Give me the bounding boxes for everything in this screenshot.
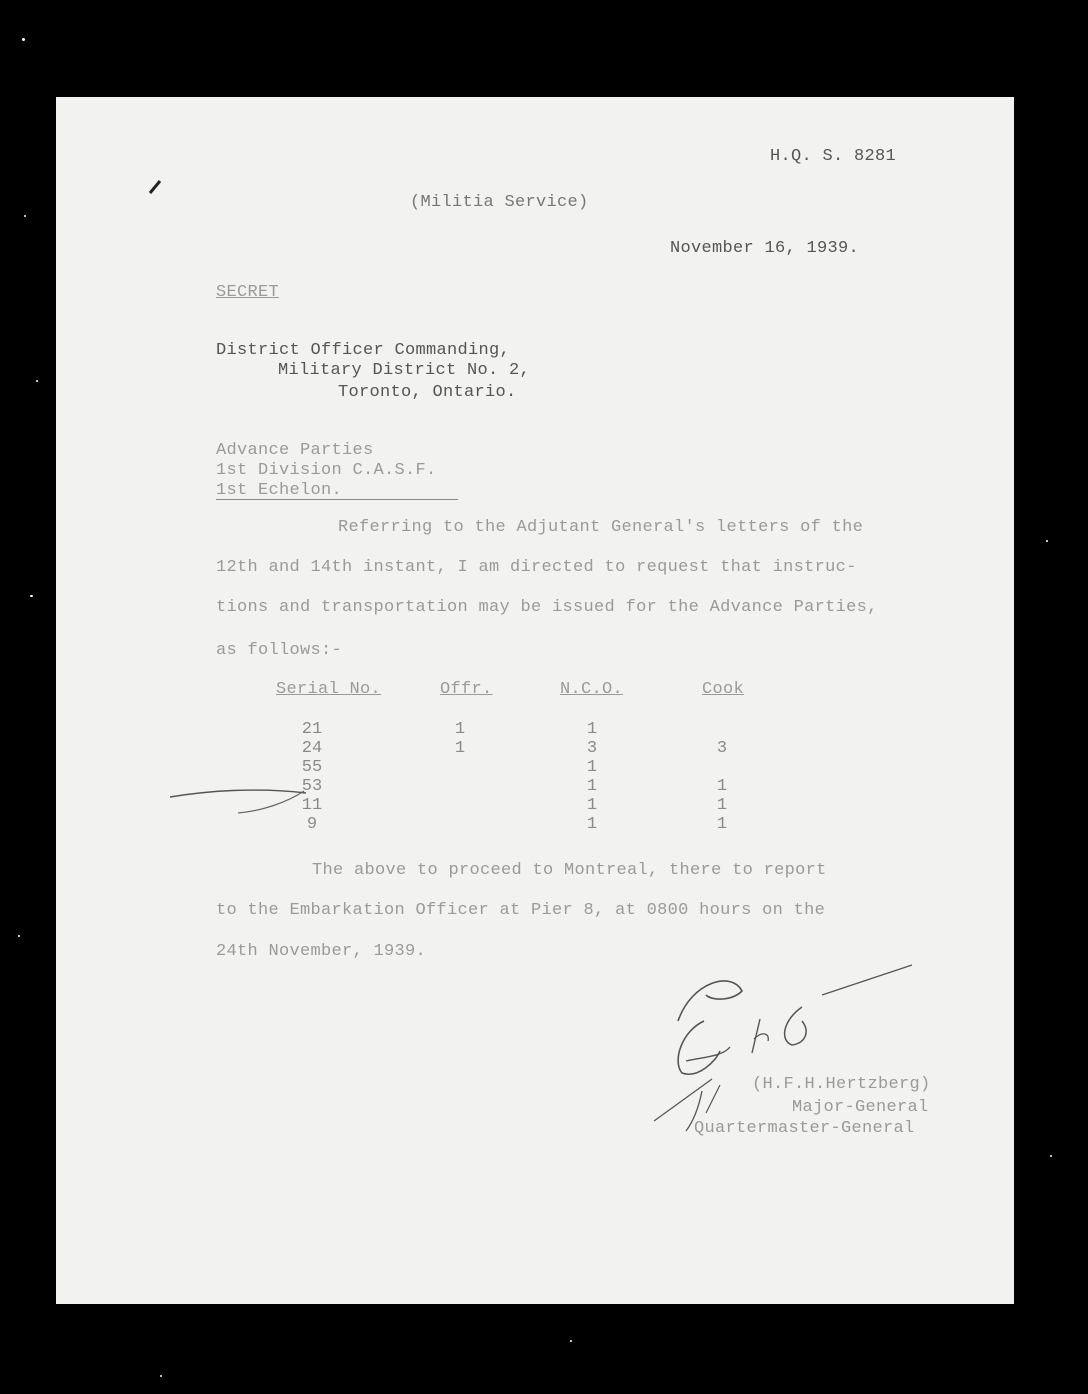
dust-speck (1046, 540, 1048, 542)
dust-speck (160, 1375, 162, 1377)
pencil-mark (146, 177, 166, 197)
table-cell: 1 (586, 777, 598, 796)
signatory-name: (H.F.H.Hertzberg) (752, 1075, 931, 1094)
table-cell: 1 (586, 796, 598, 815)
column-header-serial: Serial No. (276, 680, 382, 699)
table-cell: 24 (301, 739, 323, 758)
table-cell (448, 796, 472, 815)
dust-speck (1050, 1155, 1052, 1157)
table-cell: 3 (716, 739, 728, 758)
table-cell: 1 (716, 777, 728, 796)
service-heading: (Militia Service) (410, 193, 589, 212)
table-cell: 1 (586, 815, 598, 834)
table-cell: 1 (586, 758, 598, 777)
table-cell (448, 758, 472, 777)
subject-line: Advance Parties (216, 441, 374, 460)
letter-paper (56, 97, 1014, 1304)
body-line: The above to proceed to Montreal, there to report (312, 861, 827, 880)
table-cell: 53 (301, 777, 323, 796)
column-header-nco: N.C.O. (560, 680, 624, 699)
addressee-line: District Officer Commanding, (216, 341, 511, 360)
body-line: 12th and 14th instant, I am directed to request that instruc- (216, 558, 857, 577)
body-line: tions and transportation may be issued for the Advance Parties, (216, 598, 878, 617)
subject-line: 1st Division C.A.S.F. (216, 461, 437, 480)
table-cell: 3 (586, 739, 598, 758)
subject-line: 1st Echelon. (216, 481, 343, 500)
subject-underline (216, 499, 458, 500)
classification-marking: SECRET (216, 283, 280, 302)
dust-speck (570, 1340, 572, 1342)
dust-speck (22, 38, 25, 41)
body-line: Referring to the Adjutant General's letters of the (338, 518, 864, 537)
table-cell (448, 777, 472, 796)
body-line: to the Embarkation Officer at Pier 8, at 0800 hours on the (216, 901, 826, 920)
cook-column (710, 720, 734, 834)
table-cell: 11 (301, 796, 323, 815)
dust-speck (24, 215, 26, 217)
addressee-line: Toronto, Ontario. (338, 383, 517, 402)
letter-date: November 16, 1939. (670, 239, 860, 258)
handwritten-arrow-mark (166, 781, 316, 821)
column-header-officers: Offr. (440, 680, 493, 699)
dust-speck (36, 380, 38, 382)
body-line: 24th November, 1939. (216, 942, 427, 961)
nco-column (580, 720, 604, 834)
officers-column (448, 720, 472, 834)
dust-speck (18, 935, 20, 937)
table-cell: 21 (301, 720, 323, 739)
table-cell: 1 (716, 796, 728, 815)
body-line: as follows:- (216, 641, 343, 660)
dust-speck (30, 595, 33, 597)
table-cell (448, 815, 472, 834)
signatory-title: Quartermaster-General (694, 1119, 915, 1138)
table-cell: 9 (306, 815, 318, 834)
table-cell (710, 758, 734, 777)
signatory-rank: Major-General (792, 1098, 929, 1117)
table-cell: 1 (454, 720, 466, 739)
table-cell: 1 (716, 815, 728, 834)
table-cell (710, 720, 734, 739)
table-cell: 55 (301, 758, 323, 777)
addressee-line: Military District No. 2, (278, 361, 531, 380)
column-header-cook: Cook (702, 680, 745, 699)
table-cell: 1 (454, 739, 466, 758)
table-cell: 1 (586, 720, 598, 739)
file-reference: H.Q. S. 8281 (770, 147, 897, 166)
